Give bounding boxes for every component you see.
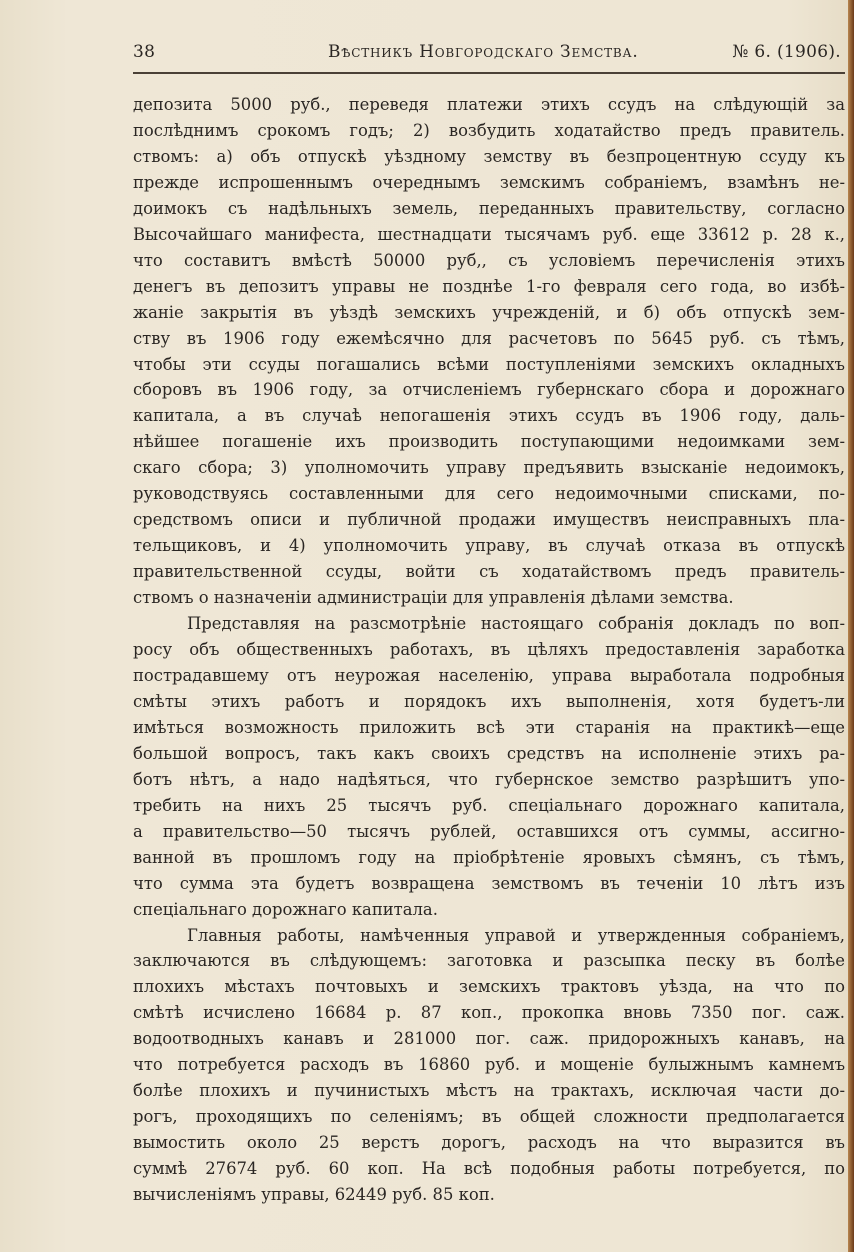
text-line: ствомъ о назначеніи администраціи для управленія дѣлами земства. [133,588,734,608]
text-line: доимокъ съ надѣльныхъ земель, переданныхъ правительству, согласно [133,198,845,218]
text-line: имѣться возможность приложить всѣ эти старанія на практикѣ—еще [133,717,845,737]
text-line: водоотводныхъ канавъ и 281000 пог. саж. придорожныхъ канавъ, на [133,1029,845,1049]
text-line: правительственной ссуды, войти съ ходатайствомъ предъ правитель- [133,562,845,582]
text-line: прежде испрошеннымъ очереднымъ земскимъ собраніемъ, взамѣнъ не- [133,172,845,192]
text-line: спеціальнаго дорожнаго капитала. [133,899,438,919]
running-header [133,42,845,72]
text-line: что потребуется расходъ въ 16860 руб. и мощеніе булыжнымъ камнемъ [133,1055,845,1075]
text-line: что составитъ вмѣстѣ 50000 руб,, съ условіемъ перечисленія этихъ [133,250,845,270]
text-line: большой вопросъ, такъ какъ своихъ средствъ на исполненіе этихъ ра- [133,743,845,763]
text-line: чтобы эти ссуды погашались всѣми поступленіями земскихъ окладныхъ [133,354,845,374]
text-line: суммѣ 27674 руб. 60 коп. На всѣ подобныя работы потребуется, по [133,1159,845,1179]
text-line: вымостить около 25 верстъ дорогъ, расходъ на что выразится въ [133,1133,845,1153]
text-line: рогъ, проходящихъ по селеніямъ; въ общей сложности предполагается [133,1107,845,1127]
text-line: плохихъ мѣстахъ почтовыхъ и земскихъ трактовъ уѣзда, на что по [133,977,845,997]
text-line: ствомъ: а) объ отпускѣ уѣздному земству въ безпроцентную ссуду къ [133,146,845,166]
text-line: скаго сбора; 3) уполномочить управу предъявить взысканіе недоимокъ, [133,458,845,478]
text-line: руководствуясь составленными для сего недоимочными списками, по- [133,484,845,504]
text-line: смѣтѣ исчислено 16684 р. 87 коп., прокопка вновь 7350 пог. саж. [133,1003,845,1023]
text-line: смѣты этихъ работъ и порядокъ ихъ выполненія, хотя будетъ-ли [133,691,845,711]
text-line: вычисленіямъ управы, 62449 руб. 85 коп. [133,1185,495,1205]
text-line: нѣйшее погашеніе ихъ производить поступающими недоимками зем- [133,432,845,452]
text-line: а правительство—50 тысячъ рублей, оставшихся отъ суммы, ассигно- [133,821,845,841]
text-line: тельщиковъ, и 4) уполномочить управу, въ случаѣ отказа въ отпускѣ [133,536,845,556]
text-line: послѣднимъ срокомъ годъ; 2) возбудить ходатайство предъ правитель. [133,120,845,140]
text-line: сборовъ въ 1906 году, за отчисленіемъ губернскаго сбора и дорожнаго [133,380,845,400]
page-number: 38 [133,42,156,62]
text-line: болѣе плохихъ и пучинистыхъ мѣстъ на трактахъ, исключая части до- [133,1081,845,1101]
text-line: капитала, а въ случаѣ непогашенія этихъ ссудъ въ 1906 году, даль- [133,406,845,426]
journal-title: Вѣстникъ Новгородскаго Земства. [328,42,639,62]
text-line: денегъ въ депозитъ управы не позднѣе 1-го февраля сего года, во избѣ- [133,276,845,296]
paragraph-start-line: Главныя работы, намѣченныя управой и утвержденныя собраніемъ, [187,925,845,945]
text-line: жаніе закрытія въ уѣздѣ земскихъ учрежденій, и б) объ отпускѣ зем- [133,302,845,322]
text-line: ботъ нѣтъ, а надо надѣяться, что губернское земство разрѣшитъ упо- [133,769,845,789]
text-line: росу объ общественныхъ работахъ, въ цѣляхъ предоставленія заработка [133,640,845,660]
text-line: ству въ 1906 году ежемѣсячно для расчетовъ по 5645 руб. съ тѣмъ, [133,328,845,348]
text-line: пострадавшему отъ неурожая населенію, управа выработала подробныя [133,665,845,685]
text-line: что сумма эта будетъ возвращена земствомъ въ теченіи 10 лѣтъ изъ [133,873,845,893]
text-line: заключаются въ слѣдующемъ: заготовка и разсыпка песку въ болѣе [133,951,845,971]
text-line: средствомъ описи и публичной продажи имуществъ неисправныхъ пла- [133,510,845,530]
paragraph-start-line: Представляя на разсмотрѣніе настоящаго собранія докладъ по воп- [187,614,845,634]
issue-number: № 6. (1906). [732,42,841,62]
text-line: депозита 5000 руб., переведя платежи этихъ ссудъ на слѣдующій за [133,95,845,114]
text-line: требить на нихъ 25 тысячъ руб. спеціальнаго дорожнаго капитала, [133,795,845,815]
body-text [133,92,845,1208]
text-line: Высочайшаго манифеста, шестнадцати тысячамъ руб. еще 33612 р. 28 к., [133,224,845,244]
text-line: ванной въ прошломъ году на пріобрѣтеніе яровыхъ сѣмянъ, съ тѣмъ, [133,847,845,867]
header-rule [133,72,845,74]
page-edge [848,0,854,1252]
